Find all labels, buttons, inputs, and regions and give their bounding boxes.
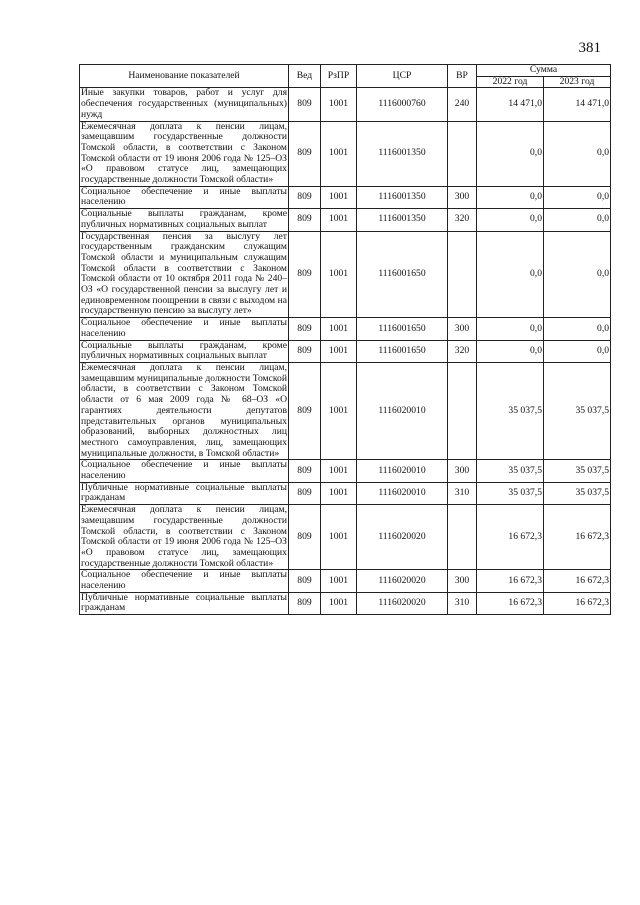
table-row [80, 362, 611, 459]
cell-sum-2023: 0,0 [544, 340, 611, 362]
cell-rzpr: 1001 [321, 231, 357, 318]
cell-sum-2023: 0,0 [544, 121, 611, 186]
header-name: Наименование показателей [80, 65, 289, 88]
cell-rzpr: 1001 [321, 482, 357, 504]
table-row [80, 88, 611, 121]
cell-vr: 310 [448, 592, 477, 614]
cell-sum-2022: 14 471,0 [477, 88, 544, 121]
cell-ved: 809 [289, 186, 321, 208]
cell-rzpr: 1001 [321, 318, 357, 340]
cell-vr: 300 [448, 570, 477, 592]
cell-rzpr: 1001 [321, 592, 357, 614]
cell-csr: 1116020010 [357, 482, 448, 504]
header-vr: ВР [448, 65, 477, 88]
cell-ved: 809 [289, 121, 321, 186]
cell-name: Публичные нормативные социальные выплаты гражданам [81, 481, 287, 504]
cell-vr: 300 [448, 186, 477, 208]
cell-name: Государственная пенсия за выслугу лет государственным гражданским служащим Томской области и муниципальным служащим Томской области в соответствии с Законом Томской области от 10 октября 2011 года № 240–ОЗ «О государственной пенсии за выслугу лет и единовременном поощрении в связи с выходом на государственную пенсию за выслугу лет» [81, 230, 287, 317]
table-row [80, 592, 611, 614]
cell-csr: 1116020020 [357, 592, 448, 614]
cell-rzpr: 1001 [321, 186, 357, 208]
cell-name: Социальное обеспечение и иные выплаты населению [81, 569, 287, 592]
cell-sum-2023: 0,0 [544, 231, 611, 318]
cell-csr: 1116001350 [357, 121, 448, 186]
cell-name: Социальные выплаты гражданам, кроме публичных нормативных социальных выплат [81, 339, 287, 362]
cell-ved: 809 [289, 88, 321, 121]
cell-csr: 1116001650 [357, 340, 448, 362]
cell-ved: 809 [289, 482, 321, 504]
page-number: 381 [578, 40, 601, 56]
cell-sum-2023: 14 471,0 [544, 88, 611, 121]
cell-sum-2022: 16 672,3 [477, 570, 544, 592]
cell-name: Социальное обеспечение и иные выплаты населению [81, 459, 287, 482]
cell-rzpr: 1001 [321, 121, 357, 186]
cell-csr: 1116001650 [357, 231, 448, 318]
cell-vr: 300 [448, 460, 477, 482]
cell-sum-2022: 16 672,3 [477, 505, 544, 570]
cell-ved: 809 [289, 340, 321, 362]
cell-sum-2022: 0,0 [477, 209, 544, 231]
header-sum: Сумма [477, 65, 611, 77]
cell-vr: 240 [448, 88, 477, 121]
cell-rzpr: 1001 [321, 88, 357, 121]
table-row [80, 505, 611, 570]
cell-csr: 1116001350 [357, 209, 448, 231]
table-row [80, 231, 611, 318]
cell-rzpr: 1001 [321, 505, 357, 570]
header-rzpr: РзПР [321, 65, 357, 88]
cell-sum-2022: 35 037,5 [477, 482, 544, 504]
cell-sum-2023: 16 672,3 [544, 592, 611, 614]
cell-ved: 809 [289, 592, 321, 614]
cell-sum-2023: 16 672,3 [544, 505, 611, 570]
cell-ved: 809 [289, 570, 321, 592]
cell-name: Ежемесячная доплата к пенсии лицам, замещавшим государственные должности Томской области, в соответствии с Законом Томской области от 19 июня 2006 года № 125–ОЗ «О правовом статусе лиц, замещающих государственные должности Томской области» [81, 120, 287, 186]
cell-csr: 1116020010 [357, 460, 448, 482]
cell-vr: 300 [448, 318, 477, 340]
cell-sum-2022: 16 672,3 [477, 592, 544, 614]
cell-csr: 1116020020 [357, 505, 448, 570]
cell-sum-2023: 35 037,5 [544, 482, 611, 504]
cell-csr: 1116020010 [357, 362, 448, 459]
cell-vr [448, 505, 477, 570]
cell-rzpr: 1001 [321, 460, 357, 482]
cell-sum-2022: 0,0 [477, 186, 544, 208]
cell-csr: 1116001650 [357, 318, 448, 340]
table-row [80, 340, 611, 362]
cell-sum-2023: 0,0 [544, 209, 611, 231]
cell-name: Социальное обеспечение и иные выплаты населению [81, 317, 287, 339]
cell-vr: 320 [448, 340, 477, 362]
header-year-2022: 2022 год [477, 76, 544, 88]
cell-sum-2023: 35 037,5 [544, 460, 611, 482]
cell-name: Социальные выплаты гражданам, кроме публичных нормативных социальных выплат [81, 208, 287, 230]
cell-ved: 809 [289, 231, 321, 318]
cell-rzpr: 1001 [321, 340, 357, 362]
cell-rzpr: 1001 [321, 570, 357, 592]
header-year-2023: 2023 год [544, 76, 611, 88]
cell-sum-2023: 0,0 [544, 186, 611, 208]
cell-csr: 1116000760 [357, 88, 448, 121]
cell-vr [448, 231, 477, 318]
cell-name: Ежемесячная доплата к пенсии лицам, замещавшим государственные должности Томской области, в соответствии с Законом Томской области от 19 июня 2006 года № 125–ОЗ «О правовом статусе лиц, замещающих государственные должности Томской области» [81, 504, 287, 569]
cell-name: Ежемесячная доплата к пенсии лицам, замещавшим муниципальные должности Томской области, в соответствии с Законом Томской области от 6 мая 2009 года № 68–ОЗ «О гарантиях деятельности депутатов представительных органов муниципальных образований, выборных должностных лиц местного самоуправления, лиц, замещающих муниципальные должности, в Томской области» [81, 361, 287, 459]
header-ved: Вед [289, 65, 321, 88]
table-row [80, 318, 611, 340]
cell-rzpr: 1001 [321, 362, 357, 459]
header-csr: ЦСР [357, 65, 448, 88]
cell-name: Социальное обеспечение и иные выплаты населению [81, 185, 287, 208]
cell-vr: 310 [448, 482, 477, 504]
cell-name: Иные закупки товаров, работ и услуг для обеспечения государственных (муниципальных) нужд [81, 87, 287, 120]
cell-vr [448, 121, 477, 186]
cell-sum-2022: 0,0 [477, 318, 544, 340]
cell-ved: 809 [289, 460, 321, 482]
table-row [80, 482, 611, 504]
cell-sum-2023: 0,0 [544, 318, 611, 340]
cell-csr: 1116020020 [357, 570, 448, 592]
cell-name: Публичные нормативные социальные выплаты гражданам [81, 591, 287, 614]
cell-ved: 809 [289, 505, 321, 570]
cell-ved: 809 [289, 209, 321, 231]
cell-rzpr: 1001 [321, 209, 357, 231]
cell-sum-2022: 0,0 [477, 340, 544, 362]
cell-csr: 1116001350 [357, 186, 448, 208]
cell-sum-2023: 16 672,3 [544, 570, 611, 592]
table-body [80, 88, 611, 615]
cell-sum-2022: 35 037,5 [477, 362, 544, 459]
table-row [80, 209, 611, 231]
cell-vr [448, 362, 477, 459]
cell-ved: 809 [289, 362, 321, 459]
table-row [80, 121, 611, 186]
cell-vr: 320 [448, 209, 477, 231]
cell-ved: 809 [289, 318, 321, 340]
table-row [80, 186, 611, 208]
table-row [80, 570, 611, 592]
budget-table [79, 64, 611, 615]
cell-sum-2023: 35 037,5 [544, 362, 611, 459]
cell-sum-2022: 0,0 [477, 121, 544, 186]
cell-sum-2022: 0,0 [477, 231, 544, 318]
table-header [80, 65, 611, 88]
table-row [80, 460, 611, 482]
cell-sum-2022: 35 037,5 [477, 460, 544, 482]
